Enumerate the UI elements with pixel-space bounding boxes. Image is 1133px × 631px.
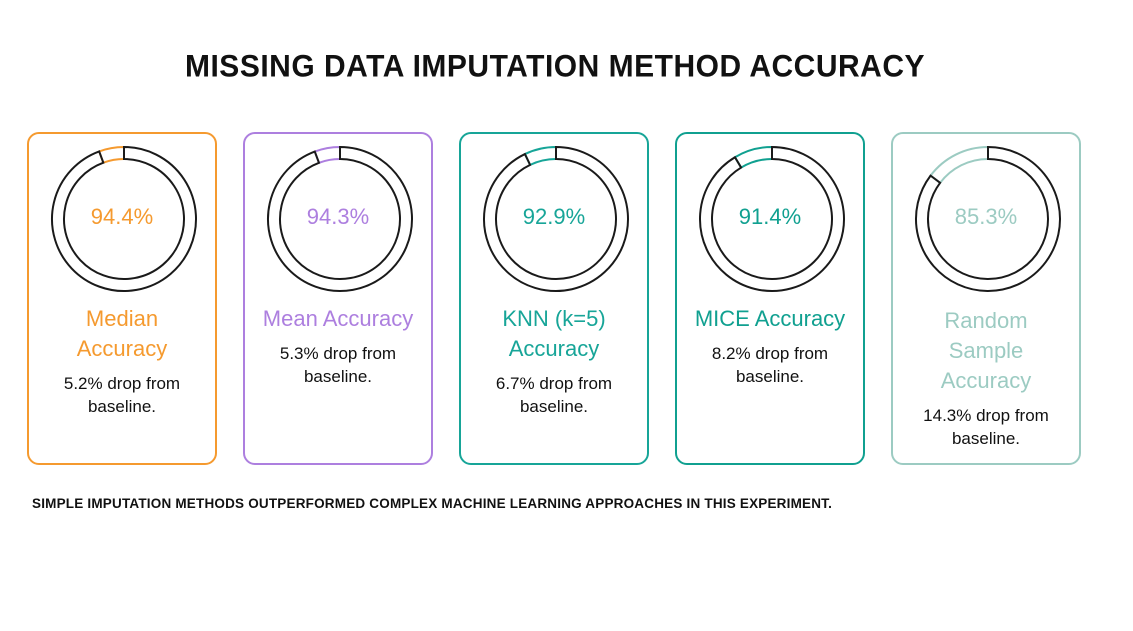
gauge-description: 5.3% drop from baseline. (279, 344, 397, 386)
gauge-remainder-arc (931, 147, 988, 183)
gauge-label: Median Accuracy (76, 306, 168, 361)
gauge-label: Random Sample Accuracy (940, 308, 1032, 393)
gauge-description: 6.7% drop from baseline. (495, 374, 613, 416)
gauge-description: 5.2% drop from baseline. (63, 374, 181, 416)
page-title: MISSING DATA IMPUTATION METHOD ACCURACY (184, 49, 925, 84)
gauge-card (459, 132, 649, 465)
gauge-card (27, 132, 217, 465)
gauge-value: 85.3% (954, 204, 1018, 229)
gauge-value: 92.9% (522, 204, 586, 229)
gauge-value: 91.4% (738, 204, 802, 229)
footer-note: SIMPLE IMPUTATION METHODS OUTPERFORMED COMPLEX MACHINE LEARNING APPROACHES IN THIS EXPERIMENT. (32, 496, 833, 511)
gauge-card (243, 132, 433, 465)
gauge-label: Mean Accuracy (262, 306, 414, 331)
gauge-label: KNN (k=5) Accuracy (502, 306, 606, 361)
gauge-value: 94.3% (306, 204, 370, 229)
gauge-label: MICE Accuracy (694, 306, 846, 331)
gauge-remainder-arc (735, 147, 772, 168)
gauge-description: 14.3% drop from baseline. (923, 406, 1049, 448)
gauge-value: 94.4% (90, 204, 154, 229)
gauge-description: 8.2% drop from baseline. (711, 344, 829, 386)
gauge-card (675, 132, 865, 465)
gauge-card (891, 132, 1081, 465)
